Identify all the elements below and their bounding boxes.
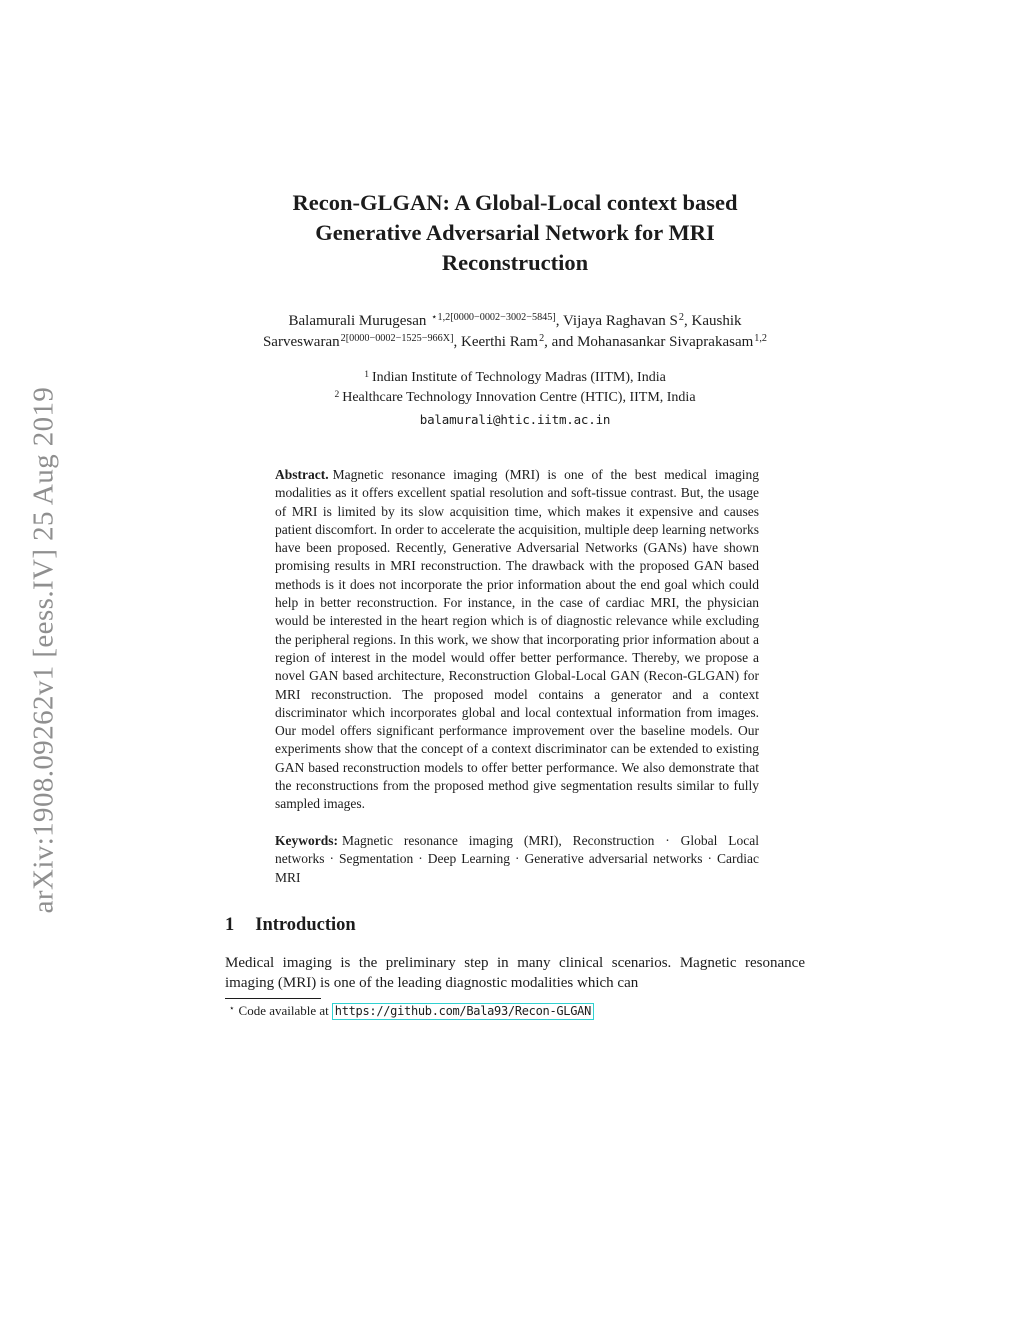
author-4-superscript: 2 (539, 333, 545, 345)
abstract (275, 466, 759, 814)
paper-title-line-3: Reconstruction (441, 250, 589, 275)
author-5-superscript: 1,2 (754, 333, 768, 345)
section-1-title: Introduction (255, 914, 356, 935)
code-repository-link[interactable]: https://github.com/Bala93/Recon-GLGAN (332, 1003, 594, 1020)
author-1: Balamurali Murugesan $^{⋆1,2[0000-0002-3002-5845]}$, (288, 312, 563, 329)
contact-email: balamurali@htic.iitm.ac.in (419, 412, 611, 427)
author-2-superscript: 2 (678, 312, 684, 324)
author-3-superscript: 2[0000−0002−1525−966X] (340, 333, 454, 345)
affiliations (225, 368, 805, 430)
paper-title-line-2: Generative Adversarial Network for MRI (315, 220, 715, 245)
section-1-paragraph: Medical imaging is the preliminary step in many clinical scenarios. Magnetic resonance imaging (MRI) is one of the leading diagnostic modalities which can (225, 954, 805, 992)
author-4: Keerthi Ram$^2$, and (461, 333, 578, 350)
arxiv-watermark: arXiv:1908.09262v1 [eess.IV] 25 Aug 2019 (27, 386, 60, 914)
footnote-marker: ⋆ (229, 1002, 235, 1013)
paper-page (225, 0, 805, 1020)
section-1-heading (225, 915, 805, 936)
author-5: Mohanasankar Sivaprakasam$^{1,2}$ (577, 333, 768, 350)
author-1-superscript: ⋆1,2[0000−0002−3002−5845] (431, 312, 556, 324)
footnote-text: Code available at (238, 1002, 329, 1018)
section-1-number: 1 (225, 914, 235, 935)
keywords-text: Magnetic resonance imaging (MRI), Reconstruction · Global Local networks · Segmentation · Deep Learning · Generative adversarial networks · Cardiac MRI (275, 832, 759, 886)
affiliation-1-number: 1 (364, 369, 369, 380)
affiliation-1: $^1$ Indian Institute of Technology Madras (IITM), India (364, 369, 666, 385)
paper-title (225, 188, 805, 278)
affiliation-2-number: 2 (334, 389, 340, 400)
author-3: Kaushik Sarveswaran$^{2[0000-0002-1525-966X]}$, (262, 313, 742, 350)
author-list (225, 311, 805, 353)
abstract-text: Magnetic resonance imaging (MRI) is one of the best medical imaging modalities as it offers excellent spatial resolution and soft-tissue contrast. But, the usage of MRI is limited by its slow acquisition time, which makes it expensive and causes patient discomfort. In order to accelerate the acquisition, multiple deep learning networks have been proposed. Recently, Generative Adversarial Networks (GANs) have shown promising results in MRI reconstruction. The drawback with the proposed GAN based methods is it does not incorporate the prior information about the end goal which could help in better reconstruction. For instance, in the case of cardiac MRI, the physician would be interested in the heart region which is of diagnostic relevance while excluding the peripheral regions. In this work, we show that incorporating prior information about a region of interest in the model would offer better performance. Thereby, we propose a novel GAN based architecture, Reconstruction Global-Local GAN (Recon-GLGAN) for MRI reconstruction. The proposed model contains a generator and a context discriminator which incorporates global and local contextual information from images. Our model offers significant performance improvement over the baseline models. Our experiments show that the concept of a context discriminator can be extended to existing GAN based reconstruction models to offer better performance. We also demonstrate that the reconstructions from the proposed method give segmentation results similar to fully sampled images. (275, 467, 759, 812)
keywords-label: Keywords: (275, 832, 338, 848)
paper-title-line-1: Recon-GLGAN: A Global-Local context based (292, 190, 738, 215)
affiliation-2: $^2$ Healthcare Technology Innovation Centre (HTIC), IITM, India (334, 389, 696, 405)
author-2: Vijaya Raghavan $S^2$, (563, 312, 692, 329)
footnote (225, 1002, 805, 1020)
footnote-rule (225, 998, 321, 999)
abstract-label: Abstract. (275, 467, 329, 482)
keywords (275, 832, 759, 888)
